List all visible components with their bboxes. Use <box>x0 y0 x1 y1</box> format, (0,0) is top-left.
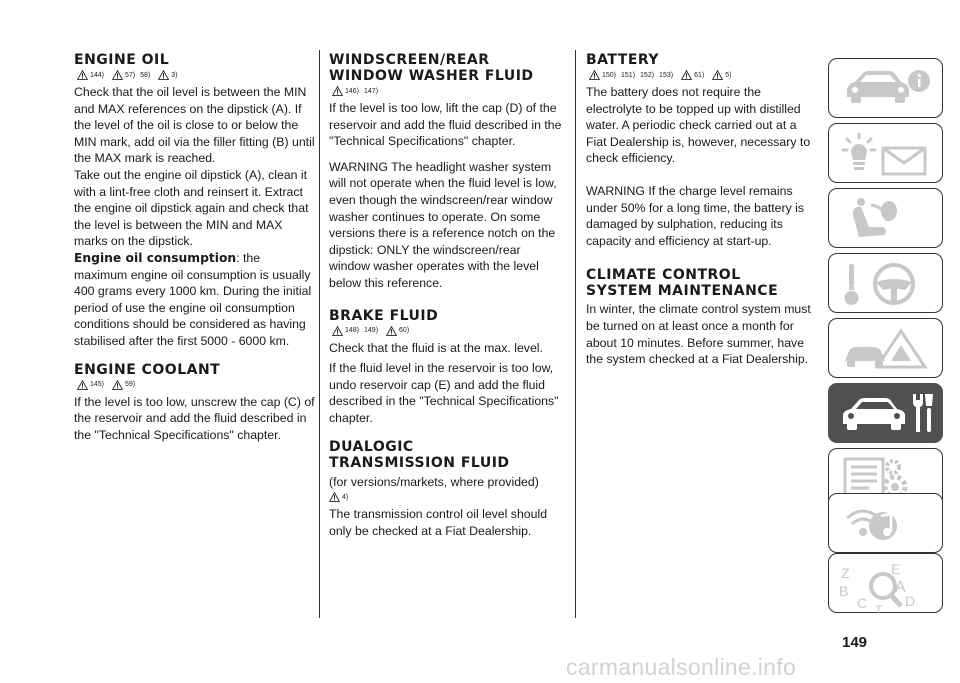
index-letter: E <box>891 562 901 577</box>
engine-oil-paragraph: Check that the oil level is between the MIN and MAX references on the dipstick (A). If the level of the oil is close to or below the MIN mark, add oil via the filler fitting (B) until the MAX mark is reached. <box>74 85 315 166</box>
engine-oil-heading: ENGINE OIL <box>74 52 170 68</box>
tab-emergency[interactable] <box>828 318 943 378</box>
tab-car-info[interactable] <box>828 58 943 118</box>
engine-coolant-heading: ENGINE COOLANT <box>74 361 221 378</box>
index-letter: C <box>857 595 868 611</box>
ref-link[interactable]: 148) <box>345 327 360 335</box>
index-letter: Z <box>841 565 850 581</box>
ref-link[interactable]: 147) <box>364 87 379 95</box>
ref-link[interactable]: 3) <box>171 71 178 79</box>
climate-heading <box>586 267 816 299</box>
ref-link[interactable]: 145) <box>90 381 105 388</box>
brake-fluid-paragraph: If the fluid level in the reservoir is too low, undo reservoir cap (E) and add the fluid described in the "Technical Specifications" chapter. <box>329 361 559 425</box>
brake-fluid-paragraph: Check that the fluid is at the max. level. <box>329 340 543 355</box>
washer-fluid-paragraph: If the level is too low, lift the cap (D) of the reservoir and add the fluid described in the "Technical Specifications" chapter. <box>329 101 562 149</box>
washer-fluid-warning-refs <box>329 84 565 98</box>
engine-oil-warning-refs <box>74 68 316 82</box>
ref-link[interactable]: 151) <box>621 71 636 79</box>
engine-coolant-warning-refs <box>74 378 316 392</box>
warning-lights-icon <box>839 132 934 176</box>
engine-oil-consumption-paragraph <box>74 250 316 350</box>
washer-fluid-heading-line1: WINDSCREEN/REAR <box>329 52 490 68</box>
battery-warning-paragraph: WARNING If the charge level remains under 50% for a long time, the battery is damaged by sulphation, reducing its capacity and efficiency at start-up. <box>586 183 805 248</box>
page-number: 149 <box>842 634 868 651</box>
climate-paragraph: In winter, the climate control system must be turned on at least once a month for about 10 minutes. Before summer, have the system checked at a Fiat Dealership. <box>586 302 811 367</box>
warning-triangle-icon <box>712 70 723 80</box>
index-letter: D <box>905 593 916 609</box>
index-letter: B <box>839 583 849 599</box>
index-icon <box>839 562 934 614</box>
warning-triangle-icon <box>681 70 692 80</box>
warning-triangle-icon <box>589 70 600 80</box>
warning-triangle-icon <box>77 70 88 80</box>
warning-triangle-icon <box>112 70 123 80</box>
column-1 <box>74 52 316 443</box>
battery-paragraph: The battery does not require the electrolyte to be topped up with distilled water. A periodic check carried out at a Fiat Dealership is, however, necessary to check efficiency. <box>586 85 811 166</box>
brake-fluid-warning-refs <box>329 324 565 338</box>
ref-link[interactable]: 58) <box>140 71 151 79</box>
warning-triangle-icon <box>77 380 88 390</box>
dualogic-warning-refs <box>329 490 565 504</box>
multimedia-icon <box>839 502 934 546</box>
ref-link[interactable]: 153) <box>659 71 674 79</box>
engine-coolant-paragraph: If the level is too low, unscrew the cap (C) of the reservoir and add the fluid described in the "Technical Specifications" chapter. <box>74 394 315 442</box>
ref-link[interactable]: 5) <box>725 71 732 79</box>
washer-fluid-heading-line2: WINDOW WASHER FLUID <box>329 68 534 84</box>
watermark: carmanualsonline.info <box>566 654 797 680</box>
column-divider <box>319 50 320 618</box>
dualogic-heading <box>329 439 565 471</box>
dualogic-heading-line1: DUALOGIC <box>329 438 414 455</box>
ref-link[interactable]: 60) <box>399 327 410 335</box>
tab-warning-lights[interactable] <box>828 123 943 183</box>
tab-index[interactable] <box>828 553 943 613</box>
car-info-icon <box>839 67 934 111</box>
engine-oil-consumption-label: Engine oil consumption <box>74 250 237 265</box>
engine-oil-consumption-text: : the maximum engine oil consumption is usually 400 grams every 1000 km. During the initial period of use the engine oil consumption conditions should be considered as having stabilised after the first 5000 - 6000 km. <box>74 250 312 348</box>
emergency-icon <box>839 327 934 371</box>
washer-fluid-warning-paragraph: WARNING The headlight washer system will not operate when the fluid level is low, even though the windscreen/rear window washer continues to operate. On some versions there is a reference notch on the dipstick: ONLY the windscreen/rear window washer operates with the level below this reference. <box>329 159 557 290</box>
ref-link[interactable]: 59) <box>125 381 136 388</box>
ref-link[interactable]: 146) <box>345 87 360 95</box>
warning-triangle-icon <box>112 380 123 390</box>
tab-multimedia[interactable] <box>828 493 943 553</box>
car-maintenance-icon <box>839 392 934 436</box>
index-letter: T <box>875 603 883 614</box>
dualogic-paragraph: (for versions/markets, where provided) <box>329 474 539 489</box>
dualogic-paragraph: The transmission control oil level should only be checked at a Fiat Dealership. <box>329 507 548 538</box>
climate-heading-line2: SYSTEM MAINTENANCE <box>586 283 779 300</box>
ref-link[interactable]: 4) <box>342 493 349 501</box>
ref-link[interactable]: 149) <box>364 327 379 335</box>
column-divider <box>575 50 576 618</box>
washer-fluid-heading <box>329 52 565 84</box>
climate-heading-line1: CLIMATE CONTROL <box>586 267 741 284</box>
key-steering-wheel-icon <box>839 262 934 306</box>
warning-triangle-icon <box>158 70 169 80</box>
battery-heading: BATTERY <box>586 52 660 68</box>
index-letter: A <box>895 579 906 596</box>
brake-fluid-heading: BRAKE FLUID <box>329 307 439 324</box>
tab-maintenance-active[interactable] <box>828 383 943 443</box>
column-2 <box>329 52 565 539</box>
ref-link[interactable]: 150) <box>602 71 617 79</box>
ref-link[interactable]: 144) <box>90 71 105 79</box>
warning-triangle-icon <box>332 86 343 96</box>
ref-link[interactable]: 61) <box>694 71 705 79</box>
ref-link[interactable]: 57) <box>125 71 136 79</box>
tab-starting-driving[interactable] <box>828 253 943 313</box>
ref-link[interactable]: 152) <box>640 71 655 79</box>
warning-triangle-icon <box>332 326 343 336</box>
tab-safety[interactable] <box>828 188 943 248</box>
warning-triangle-icon <box>329 492 340 502</box>
dualogic-heading-line2: TRANSMISSION FLUID <box>329 454 510 471</box>
column-3 <box>586 52 816 368</box>
warning-triangle-icon <box>386 326 397 336</box>
seat-airbag-icon <box>839 197 934 241</box>
engine-oil-paragraph: Take out the engine oil dipstick (A), clean it with a lint-free cloth and reinsert it. Extract the engine oil dipstick again and check that the level is between the MIN and MAX marks on the dipstick. <box>74 167 309 249</box>
battery-warning-refs <box>586 68 816 82</box>
